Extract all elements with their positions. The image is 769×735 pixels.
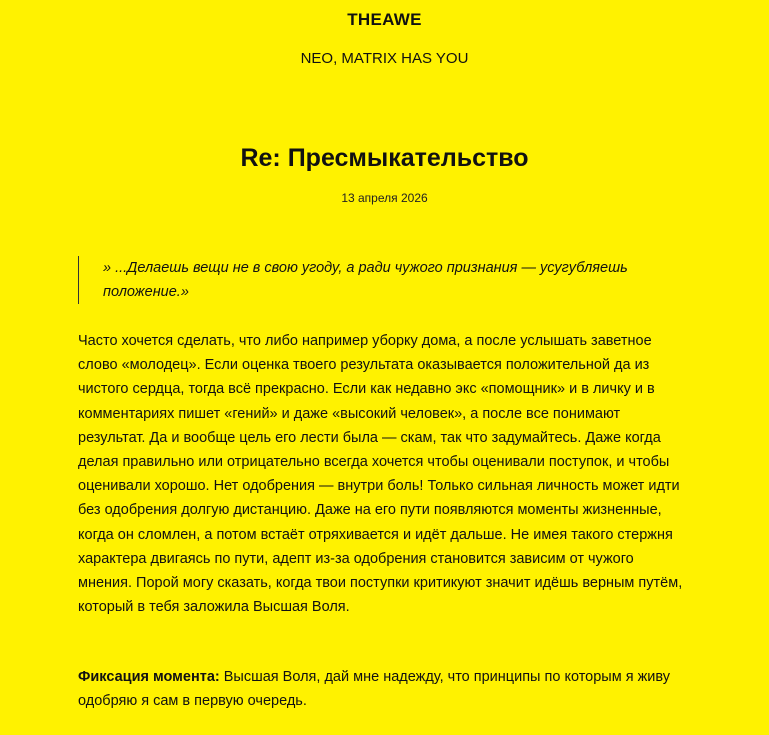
post-body-paragraph: Часто хочется сделать, что либо например уборку дома, а после услышать заветное слово «молодец». Если оценка твоего результата оказывается положительной да из чистого сердца, тогда всё прекрасно. Если как недавно экс «помощник» и в личку и в комментариях пишет «гений» и даже «высокий человек», а после все понимают результат. Да и вообще цель его лести была — скам, так что задумайтесь. Даже когда делая правильно или отрицательно всегда хочется чтобы оценивали поступок, и чтобы оценивали хорошо. Нет одобрения — внутри боль! Только сильная личность может идти без одобрения долгую дистанцию. Даже на его пути появляются моменты жизненные, когда он сломлен, а потом встаёт отряхивается и идёт дальше. Не имея такого стержня характера двигаясь по пути, адепт из-за одобрения становится зависим от чужого мнения. Порой могу сказать, когда твои поступки критикуют значит идёшь верным путём, который в тебя заложила Высшая Воля.	[78, 333, 683, 616]
fixation-paragraph	[78, 665, 688, 713]
site-title-link[interactable]: THEAWE	[347, 10, 422, 29]
post-blockquote: » ...Делаешь вещи не в свою угоду, а ради чужого признания — усугубляешь положение.»	[78, 256, 678, 304]
site-subtitle: NEO, MATRIX HAS YOU	[300, 50, 469, 67]
fixation-text: Высшая Воля, дай мне надежду, что принципы по которым я живу одобряю я сам в первую очередь.	[78, 669, 671, 709]
post-date: 13 апреля 2026	[341, 191, 428, 205]
post-title: Re: Пресмыкательство	[240, 144, 529, 172]
fixation-label: Фиксация момента:	[78, 669, 220, 685]
